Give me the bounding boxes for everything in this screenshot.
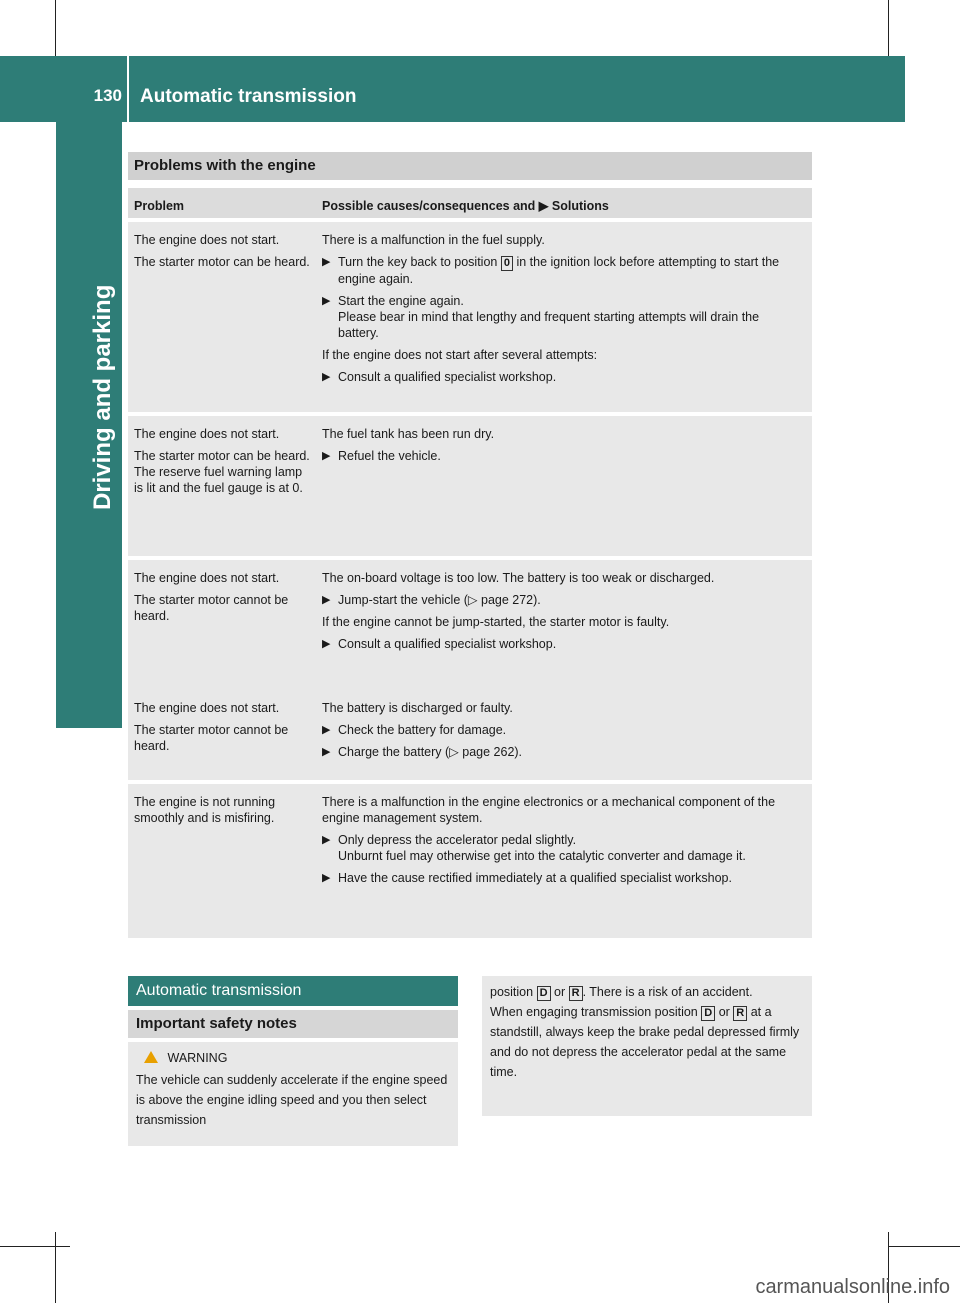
problem-cell: [134, 794, 314, 832]
warning-continuation: [482, 976, 812, 1116]
crop-mark: [55, 1232, 56, 1303]
cause-text: The battery is discharged or faulty.: [322, 701, 513, 715]
step-text: Refuel the vehicle.: [338, 449, 441, 463]
step-text: Consult a qualified specialist workshop.: [338, 370, 557, 384]
arrow-icon: ▶: [322, 256, 331, 268]
arrow-icon: ▶: [322, 834, 331, 846]
header-problem: Problem: [134, 199, 185, 213]
table-row: [128, 416, 812, 556]
step-item: [322, 448, 802, 464]
crop-mark: [888, 1246, 960, 1247]
solution-cell: [322, 232, 802, 391]
arrow-icon: ▶: [322, 594, 331, 606]
page-title: Automatic transmission: [140, 86, 357, 107]
arrow-icon: ▶: [322, 450, 331, 462]
arrow-icon: ▶: [322, 872, 331, 884]
step-item: [322, 254, 802, 287]
step-text: Jump-start the vehicle (▷ page 272).: [338, 593, 541, 607]
problem-cell: [134, 426, 314, 502]
gear-r-badge: R: [733, 1006, 747, 1021]
arrow-icon: ▶: [322, 371, 331, 383]
gear-r-badge: R: [569, 986, 583, 1001]
problem-text: The engine does not start.: [134, 701, 280, 715]
warning-text: When engaging transmission position: [490, 1005, 698, 1019]
section-heading: Automatic transmission: [128, 976, 458, 1006]
solution-cell: [322, 700, 802, 766]
warning-label: WARNING: [167, 1051, 228, 1065]
cause-text: The on-board voltage is too low. The battery is too weak or discharged.: [322, 571, 715, 585]
step-text: Turn the key back to position: [338, 255, 498, 269]
header-solutions: [322, 198, 802, 214]
table-row: [128, 560, 812, 780]
step-text: Charge the battery (▷ page 262).: [338, 745, 523, 759]
warning-text: The vehicle can suddenly accelerate if the engine speed is above the engine idling speed and you then select transmission: [136, 1073, 448, 1127]
watermark: carmanualsonline.info: [755, 1276, 950, 1298]
step-item: [322, 870, 802, 886]
table-title: Problems with the engine: [128, 152, 812, 180]
key-position-badge: 0: [501, 256, 513, 271]
problem-cell: [134, 232, 314, 276]
solution-cell: [322, 794, 802, 892]
side-tab: [56, 122, 122, 528]
arrow-icon: ▶: [322, 295, 331, 307]
step-item: [322, 592, 802, 608]
step-item: [322, 369, 802, 385]
warning-text: position: [490, 985, 534, 999]
crop-mark: [888, 0, 889, 56]
step-item: [322, 293, 802, 341]
problem-text: The engine is not running smoothly and is misfiring.: [134, 795, 276, 825]
gear-d-badge: D: [701, 1006, 715, 1021]
cause-text: There is a malfunction in the engine electronics or a mechanical component of the engine management system.: [322, 795, 776, 825]
warning-text: at a standstill, always keep the brake pedal depressed firmly and do not depress the accelerator pedal at the same time.: [490, 1005, 800, 1079]
table-row: [128, 784, 812, 938]
step-text: Start the engine again. Please bear in mind that lengthy and frequent starting attempts will drain the battery.: [338, 294, 760, 340]
page-header: [0, 56, 905, 122]
step-item: [322, 832, 802, 864]
table-header-row: [128, 188, 812, 218]
side-tab-label: Driving and parking: [89, 284, 116, 510]
step-text: Consult a qualified specialist workshop.: [338, 637, 557, 651]
warning-box: [128, 1042, 458, 1146]
header-solutions-post: Solutions: [551, 199, 609, 213]
gear-d-badge: D: [537, 986, 551, 1001]
arrow-icon: ▶: [322, 638, 331, 650]
problem-text: The starter motor cannot be heard.: [134, 593, 289, 623]
step-item: [322, 744, 802, 760]
cause-text: The fuel tank has been run dry.: [322, 427, 495, 441]
crop-mark: [55, 0, 56, 56]
arrow-icon: ▶: [538, 199, 549, 213]
warning-text: or: [718, 1005, 730, 1019]
arrow-icon: ▶: [322, 724, 331, 736]
problem-text: The starter motor cannot be heard.: [134, 723, 289, 753]
solution-cell: [322, 570, 802, 658]
crop-mark: [0, 1246, 70, 1247]
warning-icon: [144, 1051, 158, 1063]
solution-cell: [322, 426, 802, 470]
condition-text: If the engine does not start after several attempts:: [322, 348, 598, 362]
condition-text: If the engine cannot be jump-started, the starter motor is faulty.: [322, 615, 670, 629]
step-item: [322, 722, 802, 738]
problem-text: The engine does not start.: [134, 233, 280, 247]
warning-text: or: [554, 985, 566, 999]
side-tab-bar: [56, 528, 122, 728]
warning-text: . There is a risk of an accident.: [582, 985, 753, 999]
problem-text: The starter motor can be heard. The reserve fuel warning lamp is lit and the fuel gauge is at 0.: [134, 449, 310, 495]
step-item: [322, 636, 802, 652]
header-solutions-pre: Possible causes/consequences and: [322, 199, 536, 213]
problem-cell: [134, 570, 314, 630]
step-text: Have the cause rectified immediately at a qualified specialist workshop.: [338, 871, 732, 885]
problem-cell: [134, 700, 314, 760]
subsection-heading: Important safety notes: [128, 1010, 458, 1038]
step-text: Check the battery for damage.: [338, 723, 507, 737]
cause-text: There is a malfunction in the fuel supply.: [322, 233, 545, 247]
arrow-icon: ▶: [322, 746, 331, 758]
problem-text: The engine does not start.: [134, 571, 280, 585]
warning-header: [136, 1048, 450, 1068]
step-text: in the ignition lock before attempting to start the engine again.: [338, 255, 780, 286]
header-divider: [127, 56, 129, 122]
problem-text: The engine does not start.: [134, 427, 280, 441]
problem-text: The starter motor can be heard.: [134, 255, 310, 269]
table-row: [128, 222, 812, 412]
page-number: 130: [93, 86, 122, 105]
step-text: Only depress the accelerator pedal slightly. Unburnt fuel may otherwise get into the catalytic converter and damage it.: [338, 833, 746, 863]
